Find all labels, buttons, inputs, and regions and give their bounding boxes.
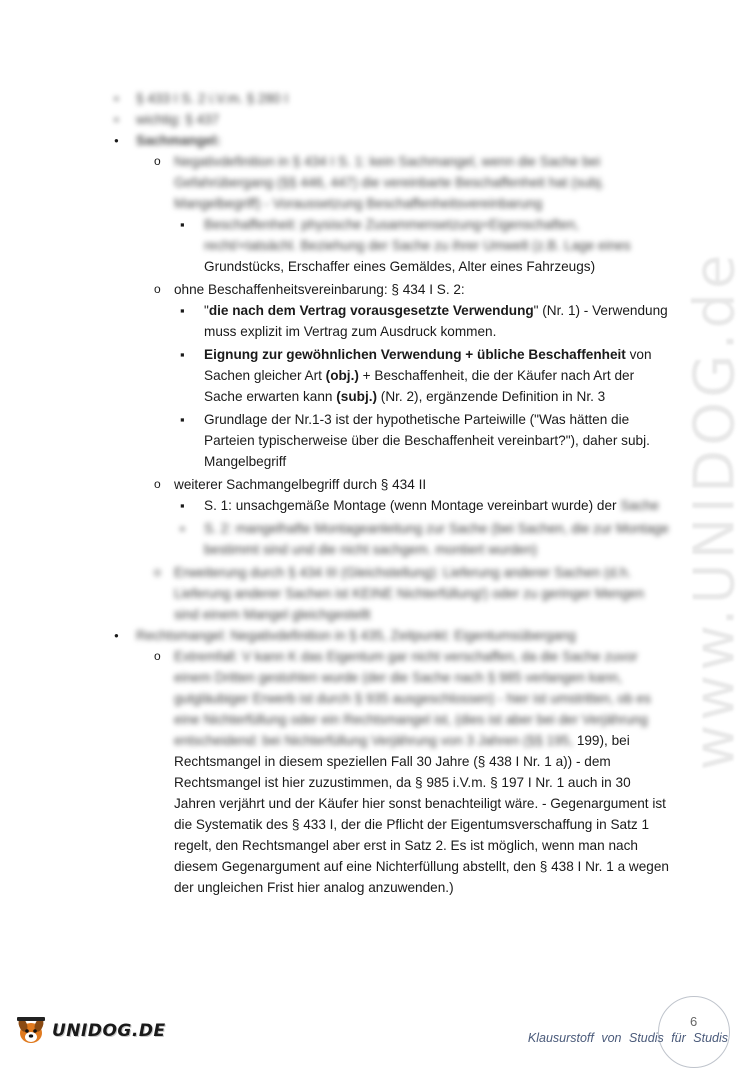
list-item: ● § 433 I S. 2 i.V.m. § 280 I [110,88,670,109]
dog-icon [14,1016,48,1046]
list-item [130,279,670,472]
logo-text: UNIDOG.DE [52,1021,166,1041]
extremfall-clear-text: 199), bei Rechtsmangel in diesem speziellen Fall 30 Jahre (§ 438 I Nr. 1 a)) - dem Rechtsmangel ist hier zuzustimmen, da § 985 i.V.m. § 197 I Nr. 1 auch in 30 Jahren verjährt und der Käufer hier sonst benachteiligt wäre. - Gegenargument ist die Systematik des § 433 I, der die Pflicht der Eigentumsverschaffung in Satz 1 regelt, den Rechtsmangel aber erst in Satz 2. Es ist möglich, wenn man nach diesem Gegenargument auf eine Nichterfüllung abstellt, den § 438 I Nr. 1 a wegen der ungleichen Frist hier analog anzuwenden.) [174,733,669,895]
page-number: 6 [690,1014,698,1029]
rechtsmangel-section [110,625,670,898]
list-item: ▪ Grundlage der Nr.1-3 ist der hypothetische Parteiwille ("Was hätten die Parteien typischerweise über die Beschaffenheit vereinbart?"), daher subj. Mangelbegriff [178,409,670,472]
rechtsmangel-sublist [110,646,670,898]
ohne-vereinbarung-list [154,300,670,472]
list-item [130,151,670,277]
sachmangel-section [110,130,670,625]
ohne-vereinbarung-text: ohne Beschaffenheitsvereinbarung: § 434 I S. 2: [174,282,465,297]
list-item: o Erweiterung durch § 434 III (Gleichstellung): Lieferung anderer Sachen (d.h. Lieferung anderer Sachen ist KEINE Nichterfüllung!) oder zu geringer Mengen sind einem Mangel gleichgestellt [130,562,670,625]
list-item [130,646,670,898]
list-item: ▪ Eignung zur gewöhnlichen Verwendung + übliche Beschaffenheit von Sachen gleicher Art (obj.) + Beschaffenheit, die der Käufer nach Art der Sache erwarten kann (subj.) (Nr. 2), ergänzende Definition in Nr. 3 [178,344,670,407]
beschaffenheit-list [154,214,670,277]
list-item: ● wichtig: § 437 [110,109,670,130]
unidog-logo [14,1016,166,1046]
weiterer-list [154,495,670,560]
negativdefinition-text: Negativdefinition in § 434 I S. 1: kein Sachmangel, wenn die Sache bei Gefahrübergang (§§ 446, 447) die vereinbarte Beschaffenheit hat (subj. Mangelbegriff) - Voraussetzung Beschaffenheitsvereinbarung [174,154,605,211]
list-item [130,474,670,560]
list-item [178,214,670,277]
document-body [110,88,670,898]
beschaffenheit-tail: Grundstücks, Erschaffer eines Gemäldes, Alter eines Fahrzeugs) [204,259,596,274]
footer-tagline: Klausurstoff von Studis für Studis [527,1031,728,1045]
list-item: ▪ S. 2: mangelhafte Montageanleitung zur Sache (bei Sachen, die zur Montage bestimmt sind und die nicht sachgem. montiert wurden) [178,518,670,560]
weiterer-text: weiterer Sachmangelbegriff durch § 434 II [174,477,427,492]
list-item: ▪ S. 1: unsachgemäße Montage (wenn Montage vereinbart wurde) der Sache [178,495,670,516]
list-item: ▪ "die nach dem Vertrag vorausgesetzte Verwendung" (Nr. 1) - Verwendung muss explizit im Vertrag zum Ausdruck kommen. [178,300,670,342]
beschaffenheit-text: Beschaffenheit: physische Zusammensetzung+Eigenschaften, recht/+tatsächl. Beziehung der Sache zu ihrer Umwelt (z.B. Lage eines [204,217,631,253]
top-level-list [110,88,670,898]
sachmangel-label: Sachmangel: [136,133,221,148]
sachmangel-sublist [110,151,670,625]
watermark-text: www.UNIDOG.de [682,250,748,770]
rechtsmangel-label: Rechtsmangel: Negativdefinition in § 435, Zeitpunkt: Eigentumsübergang [136,628,576,643]
extremfall-text: Extremfall: V kann K das Eigentum gar nicht verschaffen, da die Sache zuvor einem Dritten gestohlen wurde (der die Sache nach § 985 verlangen kann, gutgläubiger Erwerb ist durch § 935 ausgeschlossen) - hier ist umstritten, ob es eine Nichterfüllung oder ein Rechtsmangel ist, (dies ist aber bei der Verjährung entscheidend: bei Nichterfüllung Verjährung von 3 Jahren (§§ 195, [174,649,651,748]
